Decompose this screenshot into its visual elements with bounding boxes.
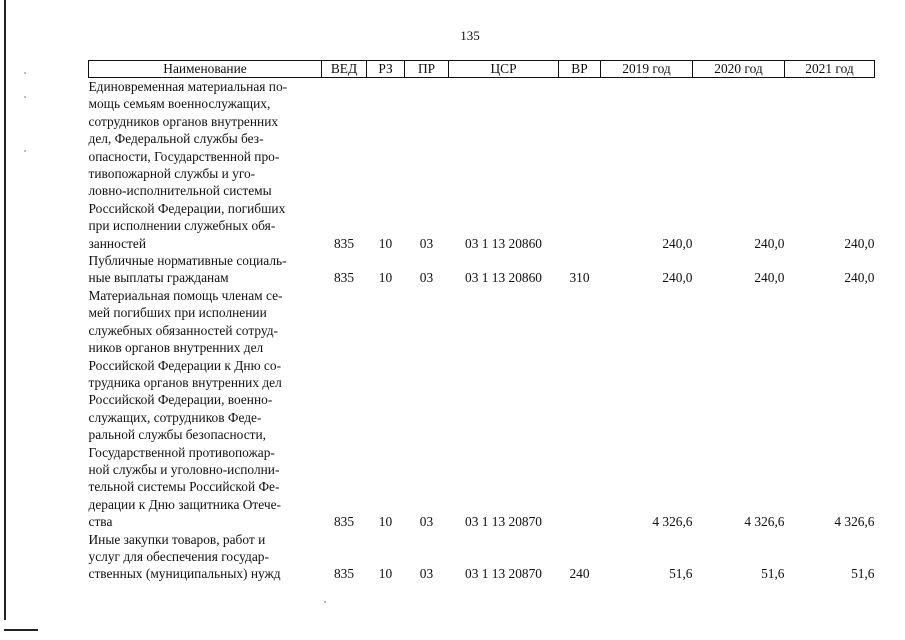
row-name: [89, 287, 322, 531]
name-line: служащих, сотрудников Феде-: [88, 409, 262, 425]
table-row: [89, 78, 875, 253]
cell-pr: 03: [419, 514, 434, 530]
cell-csr: 03 1 13 20860: [465, 270, 542, 286]
cell-ved: 835: [333, 270, 355, 286]
name-line: ловно-исполнительной системы: [88, 183, 272, 199]
name-line: ства: [88, 514, 113, 530]
header-2020: 2020 год: [693, 61, 785, 78]
name-line: Российской Федерации к Дню со-: [88, 357, 282, 373]
table-row: [89, 287, 875, 531]
table-header: [89, 61, 875, 78]
header-2019: 2019 год: [601, 61, 693, 78]
cell-rz: 10: [378, 235, 393, 251]
cell-vr: [559, 78, 601, 253]
row-name: [89, 78, 322, 253]
name-line: мей погибших при исполнении: [88, 305, 267, 321]
scan-speck: [324, 601, 326, 603]
name-line: услуг для обеспечения государ-: [88, 548, 269, 564]
name-line: ральной службы безопасности,: [88, 427, 267, 443]
cell-2019: 51,6: [669, 566, 693, 582]
header-rz: РЗ: [367, 61, 405, 78]
header-ved: ВЕД: [322, 61, 367, 78]
cell-2020: 51,6: [761, 566, 785, 582]
cell-pr: 03: [419, 566, 434, 582]
cell-pr: 03: [419, 270, 434, 286]
name-line: Государственной противопожар-: [88, 444, 275, 460]
cell-pr: 03: [419, 235, 434, 251]
name-line: Единовременная материальная по-: [88, 79, 288, 94]
cell-2021: 4 326,6: [834, 514, 875, 530]
name-line: ные выплаты гражданам: [88, 270, 229, 286]
cell-rz: 10: [378, 270, 393, 286]
cell-rz: 10: [378, 514, 393, 530]
cell-vr: 310: [569, 270, 590, 286]
name-line: служебных обязанностей сотруд-: [88, 322, 278, 338]
name-line: занностей: [88, 235, 146, 251]
row-name: [89, 252, 322, 287]
name-line: Материальная помощь членам се-: [88, 287, 283, 303]
row-name: [89, 531, 322, 583]
cell-2020: 240,0: [754, 235, 785, 251]
scan-speck: [24, 150, 26, 152]
cell-2019: 240,0: [662, 235, 693, 251]
table-row: [89, 531, 875, 583]
name-line: Публичные нормативные социаль-: [88, 253, 287, 269]
page-corner-mark: [4, 629, 38, 631]
cell-csr: 03 1 13 20860: [465, 235, 542, 251]
header-vr: ВР: [559, 61, 601, 78]
name-line: ной службы и уголовно-исполни-: [88, 461, 280, 477]
name-line: ственных (муниципальных) нужд: [88, 566, 281, 582]
cell-2021: 240,0: [844, 270, 875, 286]
page-number: 135: [460, 28, 480, 43]
name-line: дерации к Дню защитника Отече-: [88, 496, 282, 512]
cell-vr: [559, 287, 601, 531]
cell-ved: 835: [333, 235, 355, 251]
name-line: тивопожарной службы и уго-: [88, 166, 256, 182]
name-line: дел, Федеральной службы без-: [88, 131, 264, 147]
name-line: опасности, Государственной про-: [88, 148, 280, 164]
name-line: тельной системы Российской Фе-: [88, 479, 280, 495]
header-2021: 2021 год: [785, 61, 875, 78]
name-line: Российской Федерации, военно-: [88, 392, 273, 408]
scan-speck: [24, 72, 26, 74]
name-line: мощь семьям военнослужащих,: [88, 96, 271, 112]
name-line: трудника органов внутренних дел: [88, 374, 282, 390]
cell-2019: 240,0: [662, 270, 693, 286]
name-line: при исполнении служебных обя-: [88, 218, 276, 234]
page-left-margin-line: [4, 0, 6, 620]
cell-2020: 240,0: [754, 270, 785, 286]
name-line: Российской Федерации, погибших: [88, 200, 286, 216]
name-line: сотрудников органов внутренних: [88, 113, 279, 129]
cell-2020: 4 326,6: [744, 514, 785, 530]
header-csr: ЦСР: [449, 61, 559, 78]
cell-2021: 240,0: [844, 235, 875, 251]
cell-ved: 835: [333, 566, 355, 582]
name-line: Иные закупки товаров, работ и: [88, 531, 266, 547]
cell-vr: 240: [569, 566, 590, 582]
cell-csr: 03 1 13 20870: [465, 514, 542, 530]
scan-speck: [24, 96, 26, 98]
cell-rz: 10: [378, 566, 393, 582]
header-pr: ПР: [405, 61, 449, 78]
cell-ved: 835: [333, 514, 355, 530]
header-name: Наименование: [89, 61, 322, 78]
budget-table: [88, 60, 875, 583]
name-line: ников органов внутренних дел: [88, 340, 264, 356]
cell-2019: 4 326,6: [652, 514, 693, 530]
cell-csr: 03 1 13 20870: [465, 566, 542, 582]
cell-2021: 51,6: [851, 566, 875, 582]
table-row: [89, 252, 875, 287]
